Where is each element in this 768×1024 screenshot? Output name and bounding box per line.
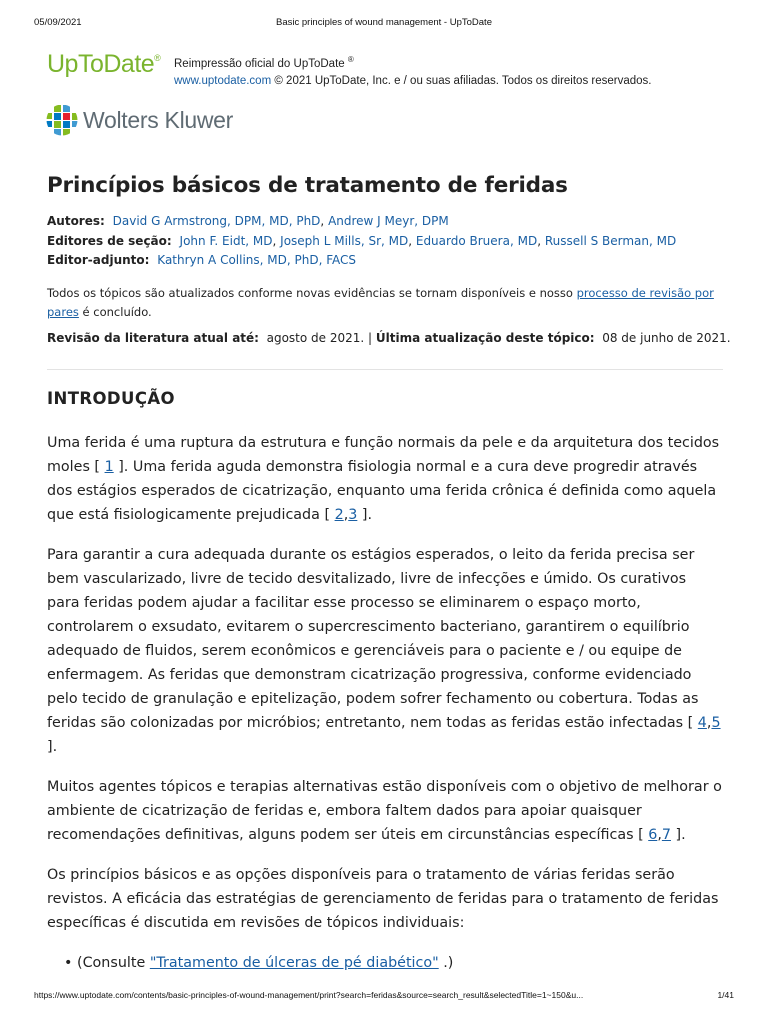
topic-link[interactable]: "Tratamento de úlceras de pé diabético": [149, 954, 439, 971]
uptodate-logo[interactable]: [47, 50, 160, 79]
notice-end: é concluído.: [82, 304, 152, 319]
author-link[interactable]: David G Armstrong, DPM, MD, PhD: [112, 214, 321, 228]
intro-paragraph-4: Os princípios básicos e as opções disponíveis para o tratamento de várias feridas serão revistos. A eficácia das estratégias de gerenciamento de feridas para o tratamento de feridas específicas é discutida em revisões de tópicos individuais:: [47, 866, 719, 931]
article-content: [47, 168, 731, 975]
reference-link[interactable]: 4: [697, 714, 707, 731]
peer-review-link[interactable]: processo de revisão por pares: [47, 285, 714, 319]
editor-link[interactable]: Eduardo Bruera, MD: [415, 233, 538, 248]
paragraph-text: ]. Uma ferida aguda demonstra fisiologia normal e a cura deve progredir através dos estágios esperados de cicatrização, enquanto uma ferida crônica é definida como aquela que está fisiologicamente prejudicada [: [47, 458, 717, 523]
intro-paragraph-2: [47, 543, 723, 759]
uptodate-logo-reg: ®: [154, 53, 161, 63]
author-link[interactable]: Andrew J Meyr, DPM: [328, 214, 449, 228]
wolters-kluwer-globe-icon: [46, 104, 78, 136]
editor-link[interactable]: John F. Eidt, MD: [179, 233, 273, 248]
paragraph-text: ].: [361, 506, 373, 523]
reprint-notice: [174, 51, 734, 90]
bullet-marker: •: [64, 954, 73, 971]
uptodate-logo-text: UpToDate: [47, 50, 155, 78]
revision-info: [47, 329, 731, 348]
header-divider: [47, 369, 723, 370]
reference-link[interactable]: 1: [104, 458, 114, 475]
deputy-editor-line: [47, 251, 723, 271]
article-title: Princípios básicos de tratamento de feridas: [47, 173, 568, 198]
bullet-suffix: .): [443, 954, 454, 971]
editor-link[interactable]: Joseph L Mills, Sr, MD: [280, 233, 409, 248]
intro-paragraph-1: [47, 431, 723, 527]
review-value: agosto de 2021.: [266, 330, 365, 345]
update-notice: [47, 284, 723, 322]
paragraph-text: Uma ferida é uma ruptura da estrutura e função normais da pele e da arquitetura dos tecidos moles [: [47, 434, 720, 475]
print-document-title: Basic principles of wound management - UpToDate: [276, 17, 492, 28]
related-topics-list: [47, 951, 723, 975]
reprint-reg: ®: [347, 55, 354, 64]
editor-link[interactable]: Russell S Berman, MD: [544, 233, 677, 248]
authors-label: Autores:: [47, 214, 105, 228]
reprint-label: Reimpressão oficial do UpToDate: [174, 57, 345, 70]
notice-text: Todos os tópicos são atualizados conforme novas evidências se tornam disponíveis e nosso: [47, 285, 573, 300]
deputy-editor-label: Editor-adjunto:: [47, 253, 150, 267]
paragraph-text: Para garantir a cura adequada durante os estágios esperados, o leito da ferida precisa ser bem vascularizado, livre de tecido desvitalizado, livre de infecções e úmido. Os curativos para feridas podem ajudar a facilitar esse processo se eliminarem o espaço morto, controlarem o exsudato, evitarem o supercrescimento bacteriano, garantirem o equilíbrio adequado de fluidos, serem econômicos e gerenciáveis para o paciente e / ou equipe de enfermagem. As feridas que demonstram cicatrização progressiva, conforme evidenciado pelo tecido de granulação e epitelização, podem sofrer fechamento ou cobertura. Todas as feridas são colonizadas por micróbios; entretanto, nem todas as feridas estão infectadas [: [47, 546, 699, 731]
reference-link[interactable]: 6: [648, 826, 658, 843]
reference-separator: ,: [706, 714, 712, 731]
print-url: https://www.uptodate.com/contents/basic-principles-of-wound-management/print?search=feridas&source=search_result&selectedTitle=1~150&u...: [34, 990, 584, 1000]
section-editors-line: Editores de seção: John F. Eidt, MD, Joseph L Mills, Sr, MD, Eduardo Bruera, MD, Russell S Berman, MD: [47, 233, 677, 248]
wolters-kluwer-wordmark: Wolters Kluwer: [83, 107, 234, 133]
uptodate-site-link[interactable]: www.uptodate.com: [174, 74, 272, 87]
deputy-editor-link[interactable]: Kathryn A Collins, MD, PhD, FACS: [157, 253, 357, 267]
reference-link[interactable]: 2: [334, 506, 344, 523]
intro-paragraph-3: [47, 775, 723, 847]
print-date: 05/09/2021: [34, 17, 82, 28]
reference-link[interactable]: 3: [348, 506, 358, 523]
paragraph-text: ].: [675, 826, 686, 843]
updated-value: 08 de junho de 2021.: [602, 330, 731, 345]
bullet-prefix: (Consulte: [77, 954, 146, 971]
print-footer: [34, 990, 734, 1004]
paragraph-text: Muitos agentes tópicos e terapias alternativas estão disponíveis com o objetivo de melhorar o ambiente de cicatrização de feridas e, embora faltem dados para apoiar quaisquer recomendações definitivas, alguns podem ser úteis em circunstâncias específicas [: [47, 778, 722, 843]
print-header: [34, 17, 734, 31]
page-number: 1/41: [717, 990, 734, 1000]
review-label: Revisão da literatura atual até:: [47, 330, 259, 345]
updated-label: Última atualização deste tópico:: [375, 330, 595, 345]
intro-heading: INTRODUÇÃO: [47, 388, 175, 408]
copyright-text: © 2021 UpToDate, Inc. e / ou suas afiliadas. Todos os direitos reservados.: [274, 74, 652, 87]
list-item: [64, 951, 723, 975]
reference-separator: ,: [343, 506, 349, 523]
reference-link[interactable]: 5: [711, 714, 721, 731]
reference-link[interactable]: 7: [661, 826, 671, 843]
section-editors-label: Editores de seção:: [47, 233, 172, 248]
reference-separator: ,: [657, 826, 662, 843]
authors-line: Autores: David G Armstrong, DPM, MD, PhD, Andrew J Meyr, DPM: [47, 214, 449, 228]
paragraph-text: ].: [47, 738, 58, 755]
revision-divider: |: [368, 330, 373, 345]
